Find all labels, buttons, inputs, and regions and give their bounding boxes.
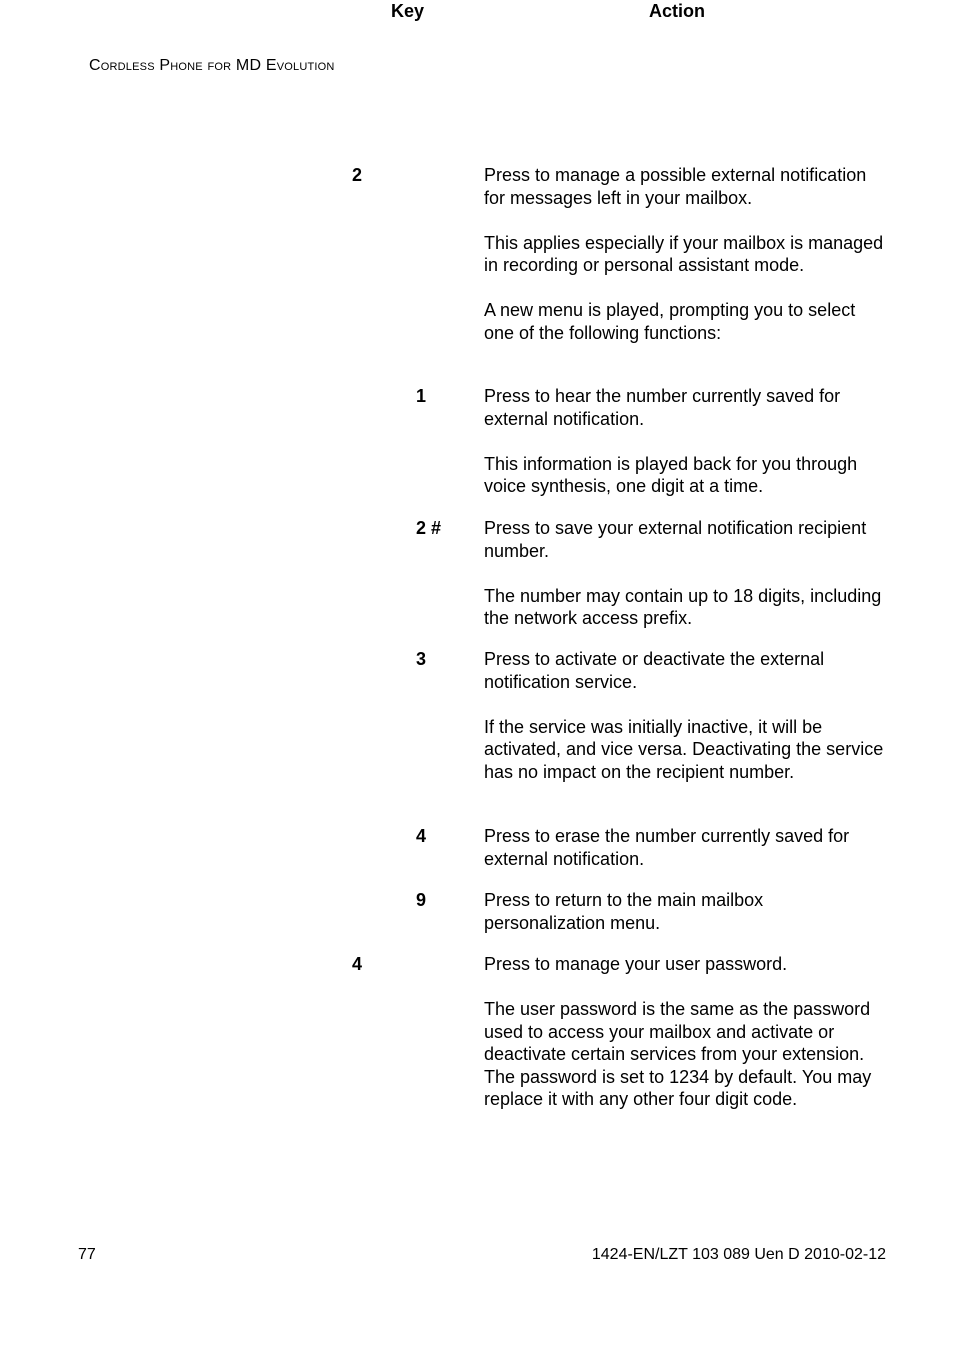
action-paragraph: The user password is the same as the password used to access your mailbox and activate or deactivate certain services from your extension. The password is set to 1234 by default. You may replace it with any other four digit code. [484, 999, 872, 1109]
action-paragraph: Press to manage a possible external notification for messages left in your mailbox. [484, 165, 867, 208]
key-column-header: Key [391, 1, 425, 21]
action-paragraph: A new menu is played, prompting you to select one of the following functions: [484, 300, 856, 343]
action-column-header: Action [649, 1, 705, 21]
running-header: Cordless Phone for MD Evolution [89, 57, 335, 74]
page-number: 77 [78, 1246, 96, 1263]
action-paragraph: Press to return to the main mailbox personalization menu. [484, 890, 764, 933]
action-paragraph: If the service was initially inactive, it will be activated, and vice versa. Deactivating the service has no impact on the recipient number. [484, 716, 884, 782]
key-cell: 3 [416, 649, 427, 669]
key-cell: 4 [416, 826, 427, 846]
action-paragraph: Press to hear the number currently saved for external notification. [484, 386, 841, 429]
action-paragraph: The number may contain up to 18 digits, including the network access prefix. [484, 585, 882, 628]
key-cell: 2 # [416, 518, 442, 538]
action-cell [484, 517, 884, 630]
key-cell: 1 [416, 386, 427, 406]
action-cell [484, 648, 884, 783]
action-paragraph: This applies especially if your mailbox is managed in recording or personal assistant mode. [484, 232, 884, 275]
key-cell: 2 [352, 165, 363, 185]
action-cell [484, 953, 884, 1111]
action-cell [484, 385, 884, 498]
action-cell [484, 889, 884, 934]
action-paragraph: Press to activate or deactivate the external notification service. [484, 649, 825, 692]
action-paragraph: Press to erase the number currently saved for external notification. [484, 826, 850, 869]
action-paragraph: Press to manage your user password. [484, 954, 788, 974]
action-paragraph: This information is played back for you through voice synthesis, one digit at a time. [484, 453, 858, 496]
action-paragraph: Press to save your external notification recipient number. [484, 518, 867, 561]
document-id: 1424-EN/LZT 103 089 Uen D 2010-02-12 [591, 1246, 886, 1263]
key-cell: 9 [416, 890, 427, 910]
action-cell [484, 164, 884, 344]
action-cell [484, 825, 884, 870]
key-cell: 4 [352, 954, 363, 974]
